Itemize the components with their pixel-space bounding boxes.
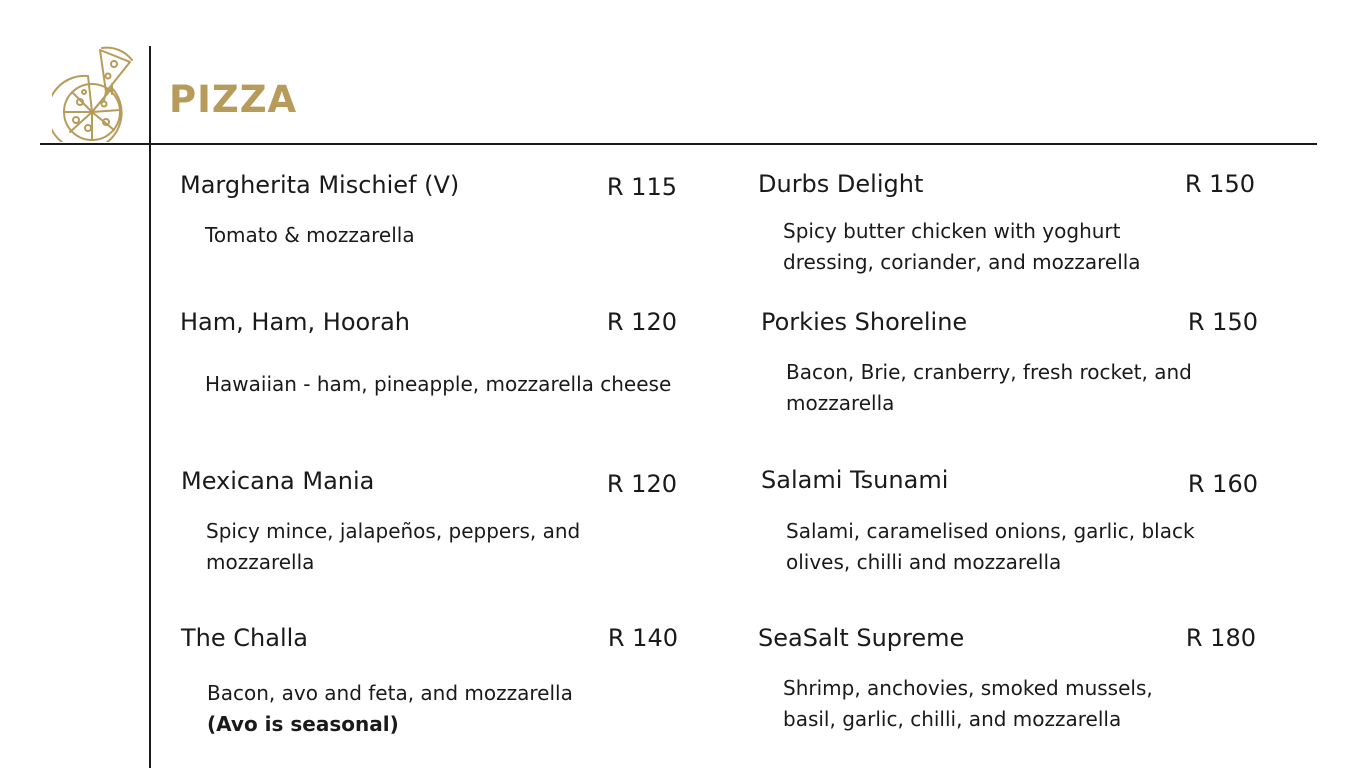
menu-item-description: Hawaiian - ham, pineapple, mozzarella cheese [205, 372, 672, 396]
menu-item-price: R 115 [606, 173, 677, 201]
menu-item-description: Salami, caramelised onions, garlic, black olives, chilli and mozzarella [786, 519, 1195, 574]
menu-item-name: SeaSalt Supreme [758, 624, 965, 652]
menu-item-description [207, 678, 677, 740]
menu-item-price: R 120 [606, 308, 677, 336]
menu-item-name: Mexicana Mania [181, 467, 375, 495]
menu-item-name: Ham, Ham, Hoorah [180, 308, 410, 336]
menu-item-price: R 150 [1184, 170, 1255, 198]
menu-item-description: Bacon, Brie, cranberry, fresh rocket, and mozzarella [786, 360, 1192, 415]
menu-item-price: R 180 [1185, 624, 1256, 652]
menu-item-description: Shrimp, anchovies, smoked mussels, basil, garlic, chilli, and mozzarella [783, 676, 1153, 731]
menu-item-name: The Challa [181, 624, 308, 652]
menu-item-name: Margherita Mischief (V) [180, 171, 460, 199]
menu-item-name: Durbs Delight [758, 170, 924, 198]
menu-item-note: (Avo is seasonal) [207, 712, 399, 736]
menu-item-name: Porkies Shoreline [761, 308, 968, 336]
menu-item-name: Salami Tsunami [761, 466, 949, 494]
menu-item-description: Tomato & mozzarella [205, 223, 415, 247]
menu-item-description: Spicy mince, jalapeños, peppers, and mozzarella [206, 519, 581, 574]
horizontal-divider [40, 143, 1317, 145]
pizza-icon [52, 44, 134, 142]
menu-item-price: R 150 [1187, 308, 1258, 336]
menu-item-description: Spicy butter chicken with yoghurt dressing, coriander, and mozzarella [783, 219, 1141, 274]
menu-item-price: R 160 [1187, 470, 1258, 498]
section-title: PIZZA [169, 78, 298, 121]
vertical-divider [149, 46, 151, 768]
menu-item-price: R 120 [606, 470, 677, 498]
menu-item-description-text: Bacon, avo and feta, and mozzarella [207, 681, 573, 705]
menu-item-price: R 140 [607, 624, 678, 652]
